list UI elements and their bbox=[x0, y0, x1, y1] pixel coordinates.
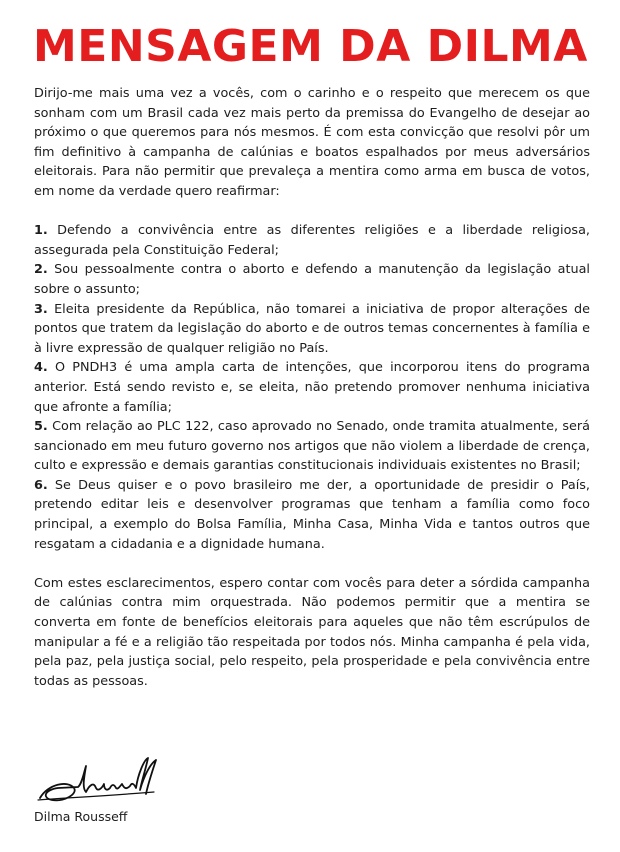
item-number: 4. bbox=[34, 360, 48, 376]
item-number: 1. bbox=[34, 223, 48, 239]
item-number: 5. bbox=[34, 419, 48, 435]
list-item bbox=[34, 260, 590, 299]
list-item bbox=[34, 417, 590, 476]
closing-paragraph: Com estes esclarecimentos, espero contar com vocês para deter a sórdida campanha de calúnias contra mim orquestrada. Não podemos permitir que a mentira se converta em fonte de benefícios eleitorais para aqueles que não têm escrúpulos de manipular a fé e a religião tão respeitada por todos nós. Minha campanha é pela vida, pela paz, pela justiça social, pelo respeito, pela prosperidade e pela convivência entre todas as pessoas. bbox=[34, 575, 590, 689]
item-text: Eleita presidente da República, não tomarei a iniciativa de propor alterações de pontos que tratem da legislação do aborto e de outros temas concernentes à família e à livre expressão de qualquer religião no País. bbox=[34, 301, 591, 356]
intro-paragraph: Dirijo-me mais uma vez a vocês, com o carinho e o respeito que merecem os que sonham com um Brasil cada vez mais perto da premissa do Evangelho de desejar ao próximo o que queremos para nós mesmos. É com esta convicção que resolvi pôr um fim definitivo à campanha de calúnias e boatos espalhados por meus adversários eleitorais. Para não permitir que prevaleça a mentira como arma em busca de votos, em nome da verdade quero reafirmar: bbox=[34, 86, 590, 199]
item-text: Se Deus quiser e o povo brasileiro me der, a oportunidade de presidir o País, pretendo editar leis e desenvolver programas que tenham a família como foco principal, a exemplo do Bolsa Família, Minha Casa, Minha Vida e tantos outros que resgatam a cidadania e a dignidade humana. bbox=[34, 477, 590, 552]
handwritten-signature bbox=[34, 754, 164, 810]
list-item bbox=[34, 358, 590, 417]
signer-name: Dilma Rousseff bbox=[34, 809, 128, 824]
item-number: 2. bbox=[34, 262, 48, 278]
list-item bbox=[34, 476, 590, 554]
item-text: Sou pessoalmente contra o aborto e defendo a manutenção da legislação atual sobre o assunto; bbox=[34, 262, 590, 297]
page-title: MENSAGEM DA DILMA bbox=[33, 21, 588, 72]
signature-block bbox=[34, 754, 234, 844]
item-number: 3. bbox=[34, 301, 48, 317]
item-number: 6. bbox=[34, 477, 48, 493]
item-text: Com relação ao PLC 122, caso aprovado no Senado, onde tramita atualmente, será sancionado em meu futuro governo nos artigos que não violem a liberdade de crença, culto e expressão e demais garantias constitucionais individuais existentes no Brasil; bbox=[34, 419, 590, 474]
item-text: Defendo a convivência entre as diferentes religiões e a liberdade religiosa, assegurada pela Constituição Federal; bbox=[34, 223, 590, 258]
list-item bbox=[34, 221, 590, 260]
letter-body bbox=[34, 84, 590, 691]
list-item bbox=[34, 300, 590, 359]
item-text: O PNDH3 é uma ampla carta de intenções, que incorporou itens do programa anterior. Está sendo revisto e, se eleita, não pretendo promover nenhuma iniciativa que afronte a família; bbox=[34, 360, 590, 415]
